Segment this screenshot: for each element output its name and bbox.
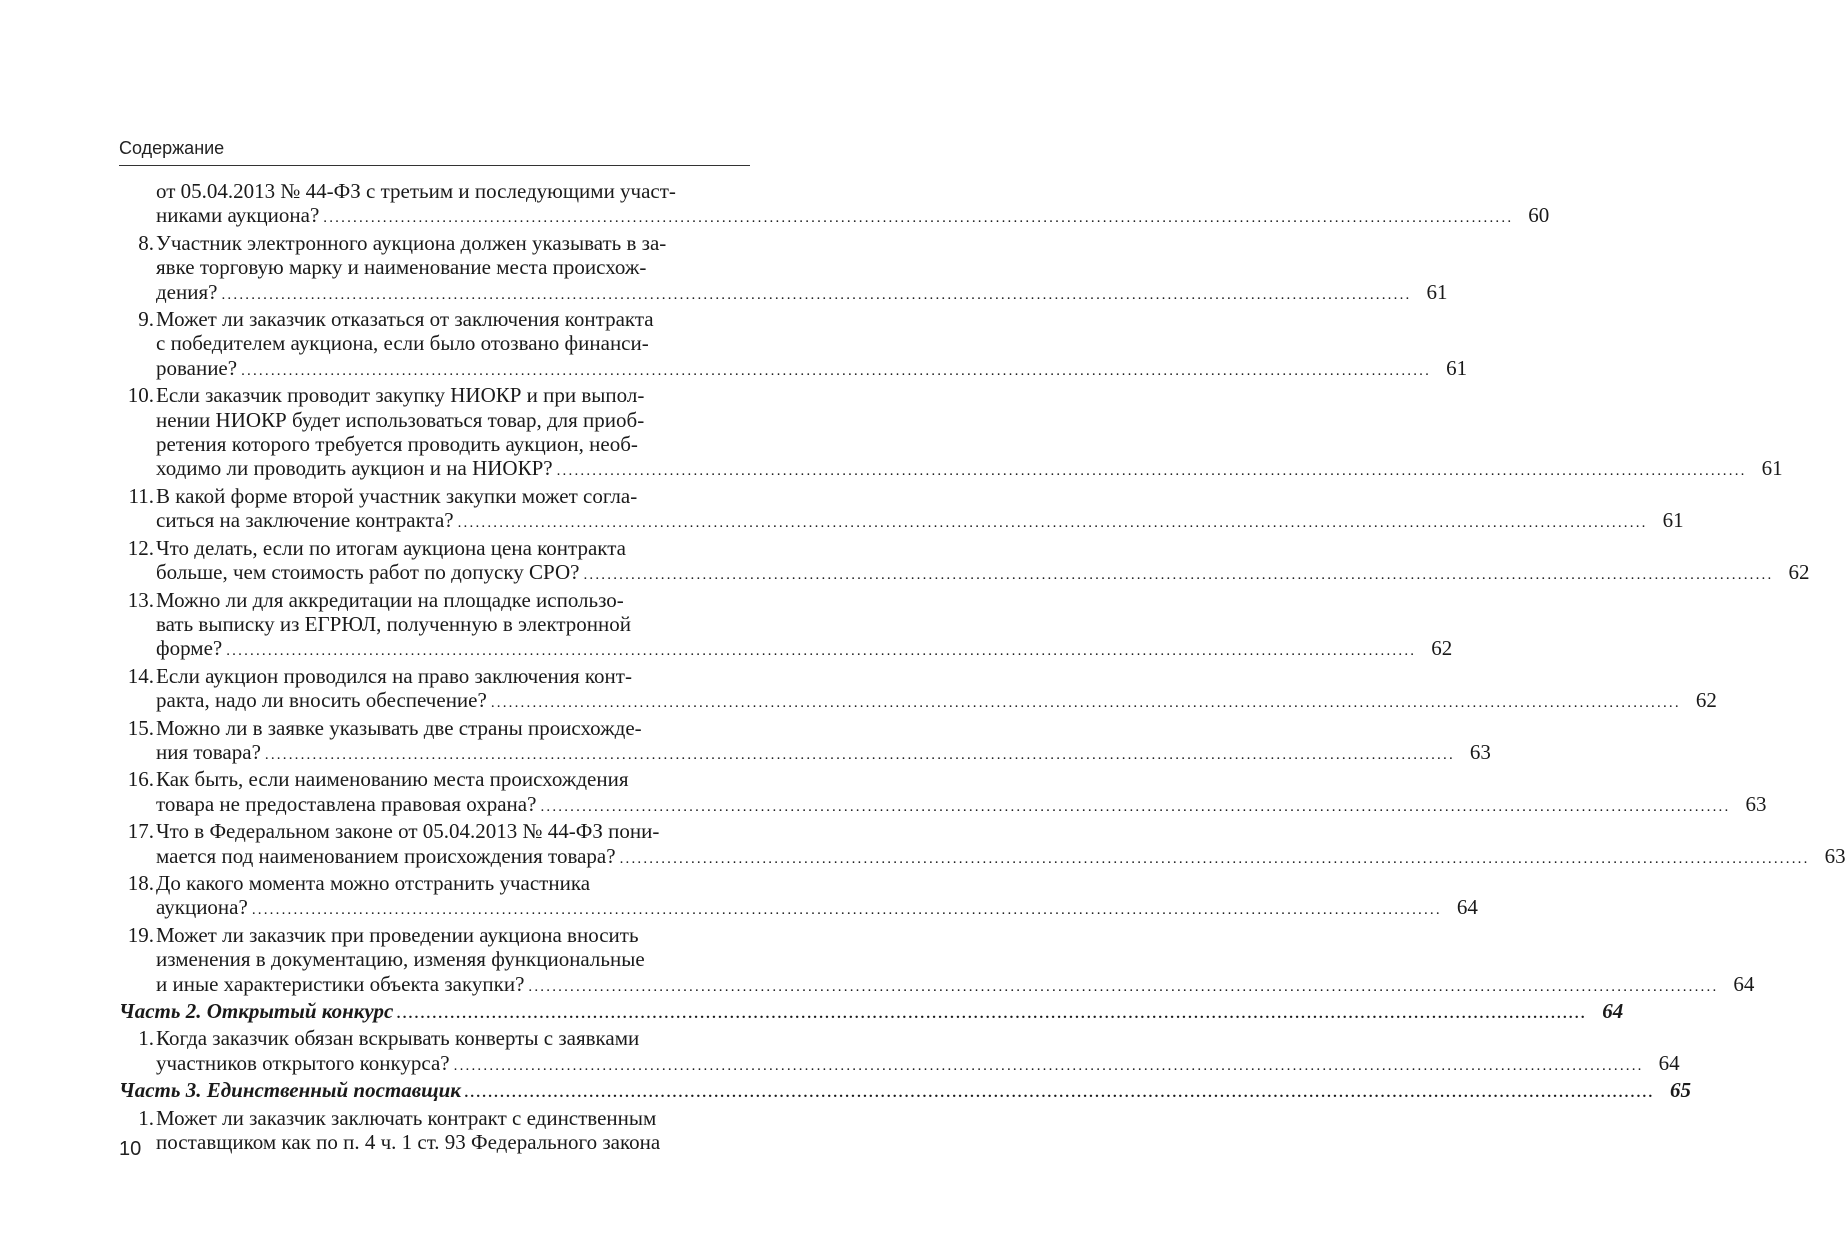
dot-leader: ........................................................................................................................................................................................................	[251, 902, 1442, 919]
toc-page-number: 63	[1824, 843, 1846, 868]
toc-entry-number: 10.	[127, 383, 154, 408]
toc-entry-text: форме?	[156, 636, 223, 661]
running-header: Содержание	[119, 138, 225, 158]
toc-entry[interactable]	[119, 179, 1550, 231]
toc-entry-number: 17.	[127, 819, 154, 844]
dot-leader: ........................................................................................................................................................................................................	[583, 567, 1774, 584]
toc-entry-text: и иные характеристики объекта закупки?	[156, 971, 525, 996]
toc-entry[interactable]	[119, 663, 1717, 716]
toc-entry-text: Как быть, если наименованию места происхождения	[156, 767, 629, 792]
toc-entry[interactable]	[119, 819, 1846, 871]
toc-entry-text: аукциона?	[156, 895, 248, 920]
toc-page-number: 60	[1528, 203, 1550, 228]
toc-page-number: 64	[1456, 895, 1478, 920]
toc-entry-number: 18.	[127, 870, 154, 895]
toc-entry-text: Что в Федеральном законе от 05.04.2013 № 44-ФЗ пони-	[156, 819, 660, 844]
toc-entry[interactable]	[119, 383, 1783, 484]
toc-page-number: 61	[1446, 355, 1468, 380]
toc-entry-text: изменения в документацию, изменяя функциональные	[156, 947, 645, 972]
toc-entry-text: никами аукциона?	[156, 203, 320, 228]
toc-page-number: 62	[1788, 560, 1810, 585]
toc-entry-text: Можно ли в заявке указывать две страны происхожде-	[156, 715, 642, 740]
toc-entry-text: ходимо ли проводить аукцион и на НИОКР?	[156, 456, 553, 481]
toc-entry-text: рование?	[156, 355, 238, 380]
toc-entry-number: 14.	[127, 663, 154, 688]
toc-entry-text: ния товара?	[156, 739, 261, 764]
toc-entry-text: До какого момента можно отстранить участника	[156, 870, 591, 895]
header-rule	[119, 165, 750, 166]
table-of-contents	[119, 179, 1846, 1155]
dot-leader: ........................................................................................................................................................................................................	[457, 515, 1648, 532]
toc-page-number: 64	[1602, 999, 1624, 1023]
dot-leader: ........................................................................................................................................................................................................	[264, 746, 1455, 763]
toc-entry-text: Если аукцион проводился на право заключения конт-	[156, 663, 632, 688]
toc-entry[interactable]	[119, 307, 1468, 383]
toc-entry-text: Часть 3. Единственный поставщик	[119, 1078, 461, 1103]
toc-entry-text: ситься на заключение контракта?	[156, 508, 454, 533]
toc-entry-text: явке торговую марку и наименование места происхож-	[156, 255, 647, 280]
toc-entry-text: В какой форме второй участник закупки может согла-	[156, 483, 638, 508]
dot-leader: ........................................................................................................................................................................................................	[453, 1057, 1644, 1074]
page-number: 10	[119, 1138, 142, 1160]
toc-entry[interactable]	[119, 715, 1491, 768]
toc-entry[interactable]	[119, 1026, 1680, 1078]
toc-entry[interactable]	[119, 230, 1448, 307]
toc-entry-text: Можно ли для аккредитации на площадке использо-	[156, 587, 624, 612]
dot-leader: ........................................................................................................................................................................................................	[323, 210, 1514, 227]
toc-entry-text: ретения которого требуется проводить аукцион, необ-	[156, 432, 638, 457]
toc-part-heading[interactable]	[119, 999, 1624, 1026]
toc-entry-number: 12.	[127, 535, 154, 560]
toc-page-number: 62	[1695, 688, 1717, 713]
dot-leader: ........................................................................................................................................................................................................	[490, 695, 1681, 712]
toc-entry-text: Что делать, если по итогам аукциона цена контракта	[156, 535, 626, 560]
dot-leader: ........................................................................................................................................................................................................	[397, 1006, 1588, 1022]
toc-entry-text: Участник электронного аукциона должен указывать в за-	[156, 230, 667, 255]
toc-entry-text: Когда заказчик обязан вскрывать конверты с заявками	[156, 1026, 640, 1051]
toc-entry-text: ракта, надо ли вносить обеспечение?	[156, 688, 487, 713]
toc-entry-text: с победителем аукциона, если было отозвано финанси-	[156, 331, 649, 356]
dot-leader: ........................................................................................................................................................................................................	[540, 798, 1731, 815]
toc-page-number: 64	[1658, 1050, 1680, 1075]
toc-entry-text: Может ли заказчик отказаться от заключения контракта	[156, 307, 654, 332]
toc-entry-text: дения?	[156, 279, 218, 304]
toc-page-number: 63	[1745, 791, 1767, 816]
toc-entry-number: 8.	[138, 230, 154, 255]
toc-entry-text: участников открытого конкурса?	[156, 1050, 450, 1075]
toc-entry[interactable]	[119, 767, 1767, 819]
toc-entry-number: 9.	[138, 307, 154, 332]
toc-entry-text: мается под наименованием происхождения товара?	[156, 843, 616, 868]
toc-entry-number: 1.	[138, 1105, 154, 1130]
toc-entry[interactable]	[119, 483, 1684, 536]
toc-entry[interactable]	[119, 587, 1453, 664]
toc-entry-text: товара не предоставлена правовая охрана?	[156, 791, 537, 816]
toc-page-number: 63	[1469, 739, 1491, 764]
dot-leader: ........................................................................................................................................................................................................	[464, 1085, 1655, 1102]
toc-entry-text: больше, чем стоимость работ по допуску СРО?	[156, 560, 580, 585]
toc-entry[interactable]	[119, 1106, 750, 1155]
dot-leader: ........................................................................................................................................................................................................	[528, 978, 1719, 995]
toc-entry[interactable]	[119, 535, 1810, 588]
toc-page-number: 61	[1761, 456, 1783, 481]
dot-leader: ........................................................................................................................................................................................................	[241, 362, 1432, 379]
toc-entry-number: 1.	[138, 1026, 154, 1051]
toc-page-number: 65	[1669, 1078, 1691, 1103]
toc-entry-number: 15.	[127, 715, 154, 740]
toc-entry-text: поставщиком как по п. 4 ч. 1 ст. 93 Федерального закона	[156, 1130, 661, 1155]
toc-entry-text: Может ли заказчик при проведении аукциона вносить	[156, 922, 639, 947]
toc-entry[interactable]	[119, 870, 1478, 923]
dot-leader: ........................................................................................................................................................................................................	[221, 286, 1412, 303]
toc-entry-text: от 05.04.2013 № 44-ФЗ с третьим и последующими участ-	[156, 179, 676, 203]
toc-entry-text: Если заказчик проводит закупку НИОКР и при выпол-	[156, 383, 645, 408]
toc-page-number: 62	[1431, 636, 1453, 661]
toc-entry-text: нении НИОКР будет использоваться товар, для приоб-	[156, 407, 645, 432]
toc-part-heading[interactable]	[119, 1078, 1691, 1105]
toc-entry-text: Может ли заказчик заключать контракт с единственным	[156, 1105, 657, 1130]
toc-page-number: 64	[1733, 971, 1755, 996]
toc-page-number: 61	[1426, 279, 1448, 304]
dot-leader: ........................................................................................................................................................................................................	[619, 850, 1810, 867]
toc-entry-number: 16.	[127, 767, 154, 792]
toc-entry-number: 11.	[128, 483, 154, 508]
toc-page-number: 61	[1662, 508, 1684, 533]
toc-entry[interactable]	[119, 922, 1755, 999]
dot-leader: ........................................................................................................................................................................................................	[226, 643, 1417, 660]
toc-entry-text: вать выписку из ЕГРЮЛ, полученную в электронной	[156, 611, 632, 636]
toc-entry-text: Часть 2. Открытый конкурс	[119, 999, 394, 1023]
toc-entry-number: 19.	[127, 922, 154, 947]
toc-entry-number: 13.	[127, 587, 154, 612]
dot-leader: ........................................................................................................................................................................................................	[556, 463, 1747, 480]
